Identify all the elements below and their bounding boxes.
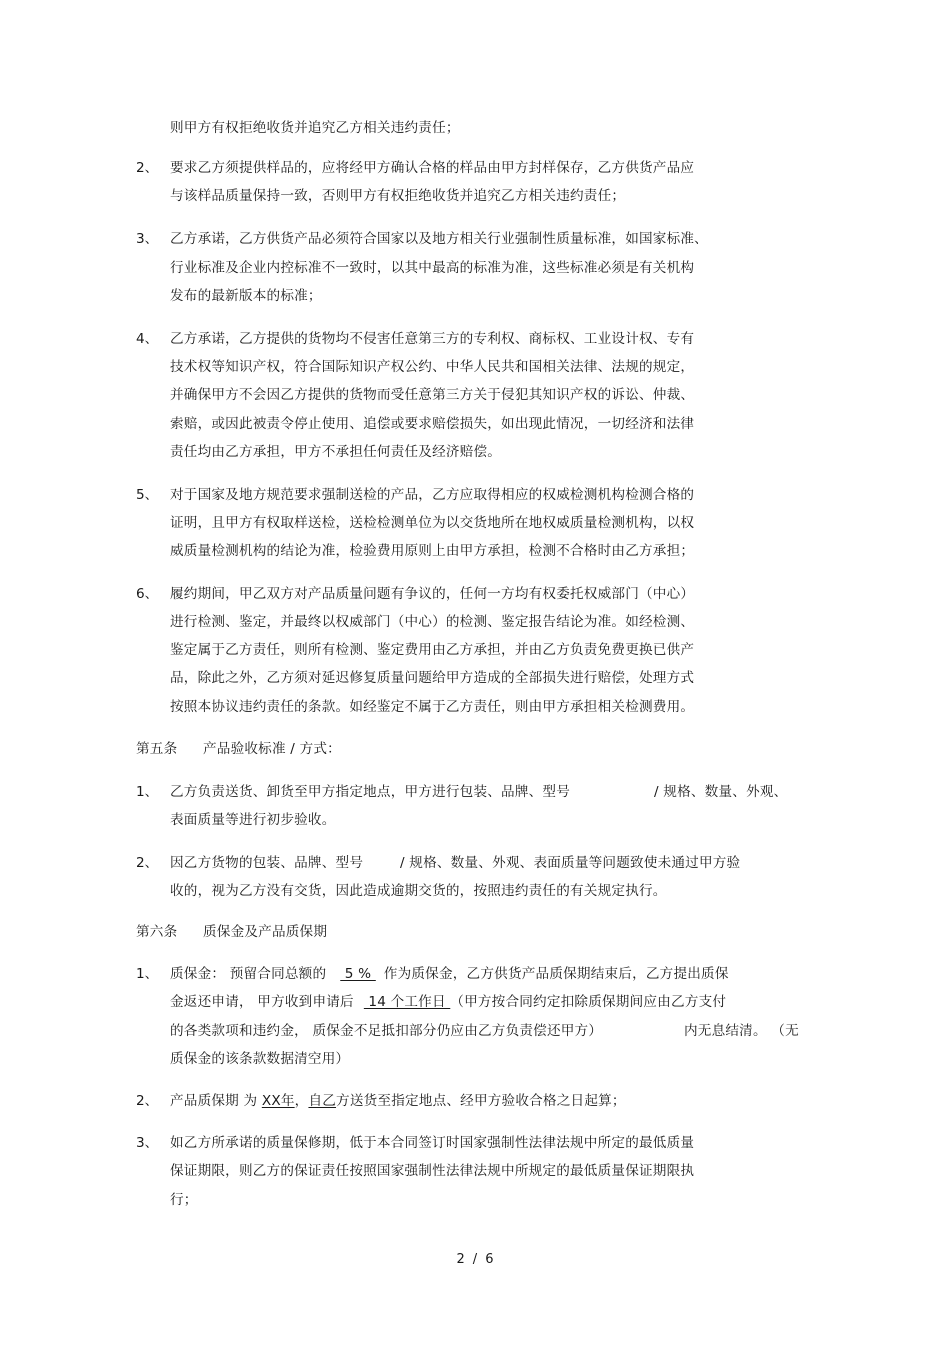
intro-line: 则甲方有权拒绝收货并追究乙方相关违约责任； [170, 120, 460, 136]
article-title: 质保金及产品质保期 [203, 924, 328, 940]
item-text-line: 品，除此之外，乙方须对延迟修复质量问题给甲方造成的全部损失进行赔偿，处理方式 [170, 670, 695, 686]
item-text-line: 对于国家及地方规范要求强制送检的产品，乙方应取得相应的权威检测机构检测合格的 [170, 487, 695, 503]
item-number: 1、 [136, 966, 159, 982]
article-number: 第六条 [136, 924, 178, 940]
item-text-line: / 规格、数量、外观、 [654, 784, 788, 800]
item-number: 2、 [136, 855, 159, 871]
text-segment: 金返还申请， 甲方收到申请后 [170, 994, 354, 1010]
item-number: 1、 [136, 784, 159, 800]
text-segment: 作为质保金，乙方供货产品质保期结束后，乙方提出质保 [383, 966, 729, 982]
retention-line-2 [170, 992, 726, 1012]
item-number: 6、 [136, 586, 159, 602]
retention-line-4: 质保金的该条款数据清空用） [170, 1051, 350, 1067]
item-text-line: 进行检测、鉴定，并最终以权威部门（中心）的检测、鉴定报告结论为准。如经检测、 [170, 614, 695, 630]
article-title: 产品验收标准 / 方式： [203, 741, 341, 757]
retention-line-3b: 内无息结清。 （无 [684, 1023, 799, 1039]
item-number: 4、 [136, 331, 159, 347]
item-text-line: 行； [170, 1192, 198, 1208]
text-segment: （甲方按合同约定扣除质保期间应由乙方支付 [450, 994, 727, 1010]
item-text-line: 乙方承诺，乙方供货产品必须符合国家以及地方相关行业强制性质量标准，如国家标准、 [170, 231, 708, 247]
article-number: 第五条 [136, 741, 178, 757]
item-text-line: 按照本协议违约责任的条款。如经鉴定不属于乙方责任，则由甲方承担相关检测费用。 [170, 699, 695, 715]
working-days-value: 14 个工作日 [363, 994, 451, 1010]
warranty-period-line [170, 1091, 626, 1111]
item-text-line: / 规格、数量、外观、表面质量等问题致使未通过甲方验 [400, 855, 741, 871]
item-text-line: 发布的最新版本的标准； [170, 288, 322, 304]
item-number: 2、 [136, 160, 159, 176]
item-text-line: 行业标准及企业内控标准不一致时，以其中最高的标准为准，这些标准必须是有关机构 [170, 260, 695, 276]
item-text-line: 威质量检测机构的结论为准，检验费用原则上由甲方承担，检测不合格时由乙方承担； [170, 543, 695, 559]
item-text-line: 乙方负责送货、卸货至甲方指定地点，甲方进行包装、品牌、型号 [170, 784, 571, 800]
warranty-years-value: XX年 [261, 1093, 295, 1109]
item-text-line: 保证期限，则乙方的保证责任按照国家强制性法律法规中所规定的最低质量保证期限执 [170, 1163, 695, 1179]
item-text-line: 要求乙方须提供样品的，应将经甲方确认合格的样品由甲方封样保存，乙方供货产品应 [170, 160, 695, 176]
item-number: 5、 [136, 487, 159, 503]
item-text-line: 责任均由乙方承担，甲方不承担任何责任及经济赔偿。 [170, 444, 502, 460]
total-pages: 6 [485, 1252, 494, 1267]
retention-line-3: 的各类款项和违约金， 质保金不足抵扣部分仍应由乙方负责偿还甲方） [170, 1023, 603, 1039]
item-text-line: 技术权等知识产权，符合国际知识产权公约、中华人民共和国相关法律、法规的规定， [170, 359, 695, 375]
item-text-line: 与该样品质量保持一致，否则甲方有权拒绝收货并追究乙方相关违约责任； [170, 188, 626, 204]
text-segment: ， [294, 1093, 309, 1109]
item-text-line: 表面质量等进行初步验收。 [170, 812, 336, 828]
retention-line-1 [170, 964, 729, 984]
text-segment: 质保金： 预留合同总额的 [170, 966, 327, 982]
retention-rate-value: 5 % [340, 966, 376, 982]
current-page: 2 [456, 1252, 465, 1267]
page-number-footer [0, 1252, 950, 1267]
text-segment: 方送货至指定地点、经甲方验收合格之日起算； [336, 1093, 626, 1109]
item-text-line: 收的，视为乙方没有交货，因此造成逾期交货的，按照违约责任的有关规定执行。 [170, 883, 667, 899]
text-segment: 自乙 [308, 1093, 337, 1109]
item-text-line: 乙方承诺，乙方提供的货物均不侵害任意第三方的专利权、商标权、工业设计权、专有 [170, 331, 695, 347]
item-text-line: 因乙方货物的包装、品牌、型号 [170, 855, 364, 871]
text-segment: 产品质保期 为 [170, 1093, 262, 1109]
item-number: 3、 [136, 1135, 159, 1151]
item-number: 3、 [136, 231, 159, 247]
item-text-line: 并确保甲方不会因乙方提供的货物而受任意第三方关于侵犯其知识产权的诉讼、仲裁、 [170, 387, 695, 403]
item-text-line: 索赔，或因此被责令停止使用、追偿或要求赔偿损失，如出现此情况，一切经济和法律 [170, 416, 695, 432]
item-text-line: 履约期间，甲乙双方对产品质量问题有争议的，任何一方均有权委托权威部门（中心） [170, 586, 695, 602]
item-text-line: 如乙方所承诺的质量保修期，低于本合同签订时国家强制性法律法规中所定的最低质量 [170, 1135, 695, 1151]
item-text-line: 证明，且甲方有权取样送检，送检检测单位为以交货地所在地权威质量检测机构，以权 [170, 515, 695, 531]
item-text-line: 鉴定属于乙方责任，则所有检测、鉴定费用由乙方承担，并由乙方负责免费更换已供产 [170, 642, 695, 658]
item-number: 2、 [136, 1093, 159, 1109]
page-separator: / [472, 1252, 478, 1267]
